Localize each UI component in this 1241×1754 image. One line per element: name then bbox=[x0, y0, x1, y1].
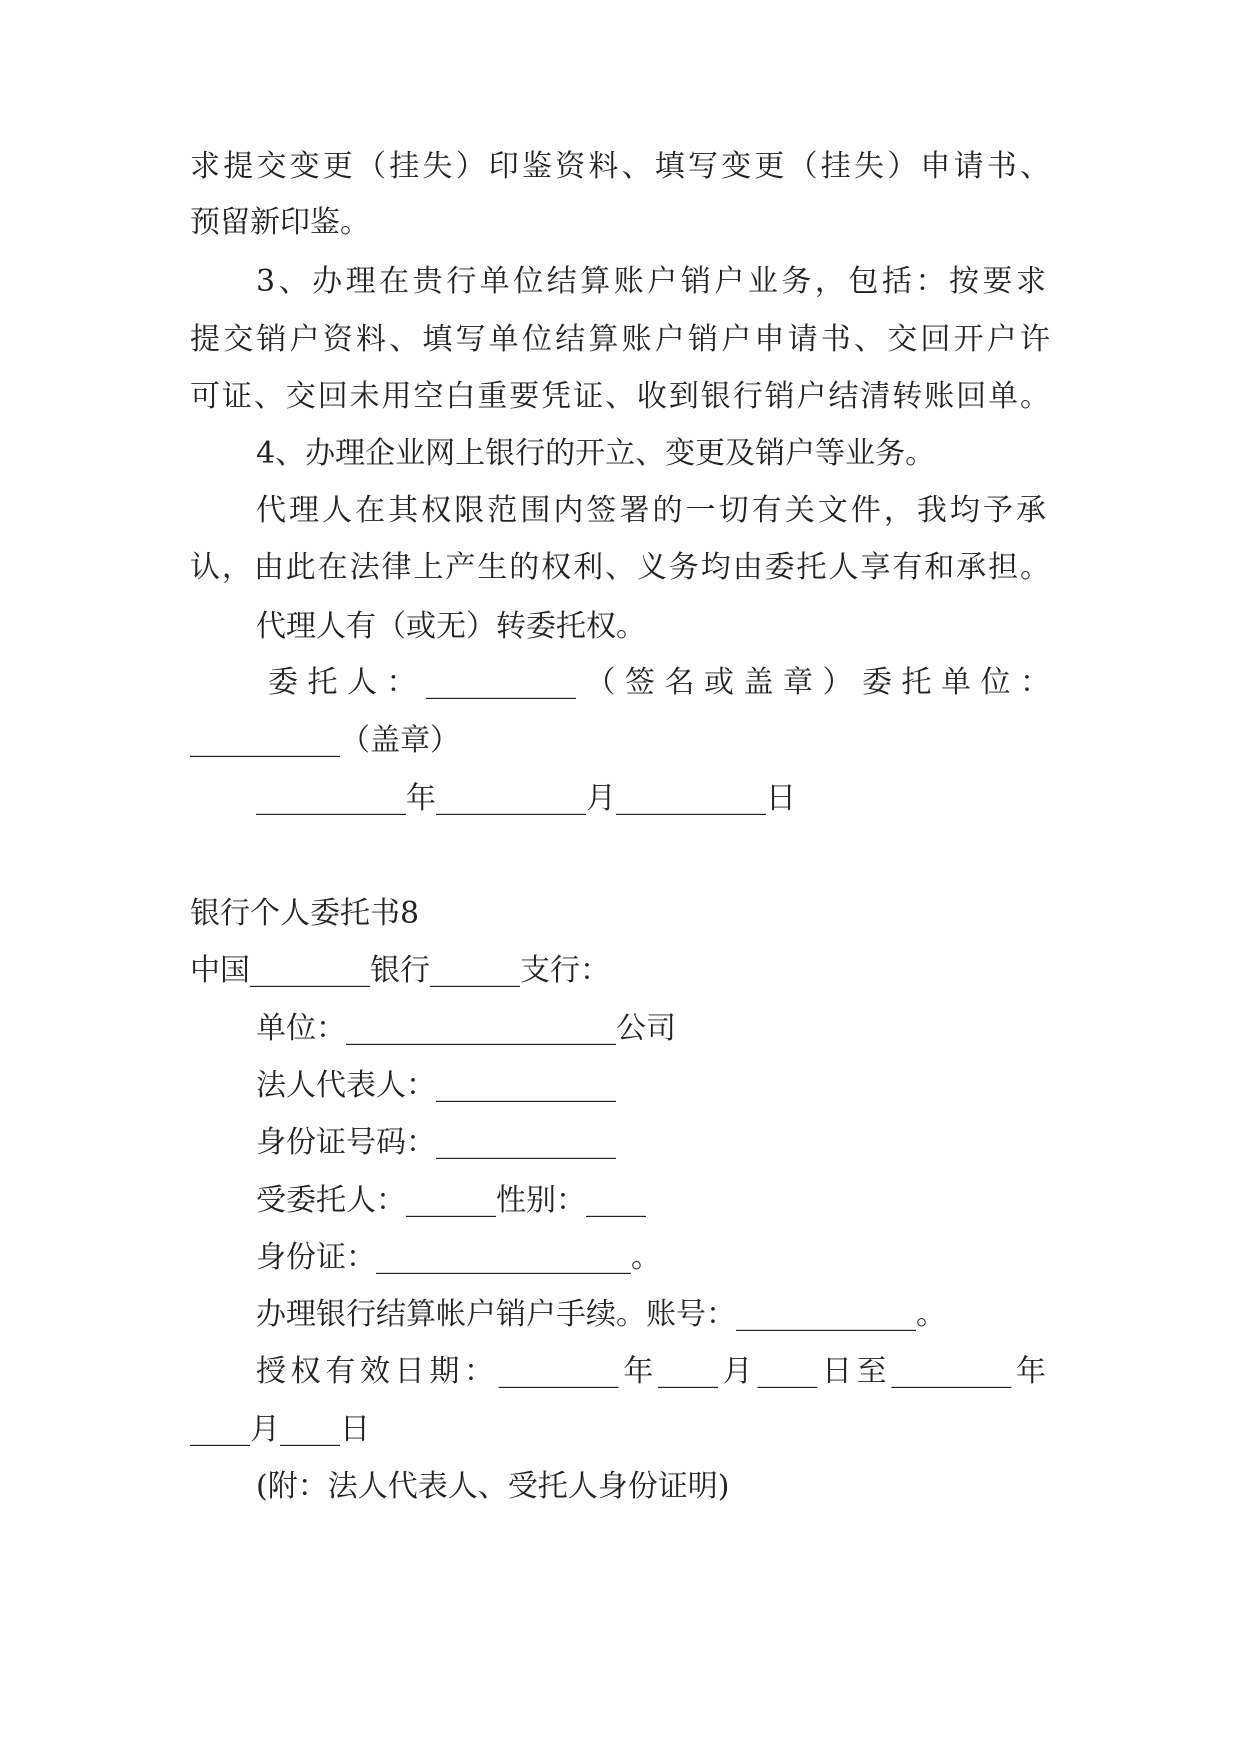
validity-end-line: ____月____日 bbox=[190, 1412, 370, 1447]
paragraph-line: 代理人有（或无）转委托权。 bbox=[256, 609, 646, 644]
attachment-note: (附：法人代表人、受托人身份证明) bbox=[256, 1469, 730, 1504]
paragraph-line: 求提交变更（挂失）印鉴资料、填写变更（挂失）申请书、 bbox=[190, 149, 1050, 184]
date-line: __________年__________月__________日 bbox=[256, 781, 796, 816]
paragraph-line: 代理人在其权限范围内签署的一切有关文件，我均予承 bbox=[256, 493, 1046, 528]
trustee-field: 受委托人：______性别：____ bbox=[256, 1183, 646, 1218]
signature-line: 委托人：__________（签名或盖章）委托单位： bbox=[268, 665, 1050, 700]
account-line: 办理银行结算帐户销户手续。账号：____________。 bbox=[256, 1297, 946, 1332]
seal-line: __________（盖章） bbox=[190, 723, 460, 758]
paragraph-line: 4、办理企业网上银行的开立、变更及销户等业务。 bbox=[256, 436, 936, 471]
section-title: 银行个人委托书8 bbox=[190, 896, 420, 931]
paragraph-line: 可证、交回未用空白重要凭证、收到银行销户结清转账回单。 bbox=[190, 379, 1050, 414]
paragraph-line: 3、办理在贵行单位结算账户销户业务，包括：按要求 bbox=[256, 264, 1046, 299]
paragraph-line: 提交销户资料、填写单位结算账户销户申请书、交回开户许 bbox=[190, 322, 1050, 357]
legal-rep-field: 法人代表人：____________ bbox=[256, 1068, 616, 1103]
paragraph-line: 认，由此在法律上产生的权利、义务均由委托人享有和承担。 bbox=[190, 550, 1050, 585]
id-number-field: 身份证号码：____________ bbox=[256, 1125, 616, 1160]
validity-line: 授权有效日期：________年____月____日至________年 bbox=[256, 1354, 1046, 1389]
paragraph-line: 预留新印鉴。 bbox=[190, 205, 370, 240]
addressee-line: 中国________银行______支行： bbox=[190, 953, 610, 988]
unit-field: 单位：__________________公司 bbox=[256, 1011, 676, 1046]
id-card-field: 身份证：_________________。 bbox=[256, 1240, 661, 1275]
